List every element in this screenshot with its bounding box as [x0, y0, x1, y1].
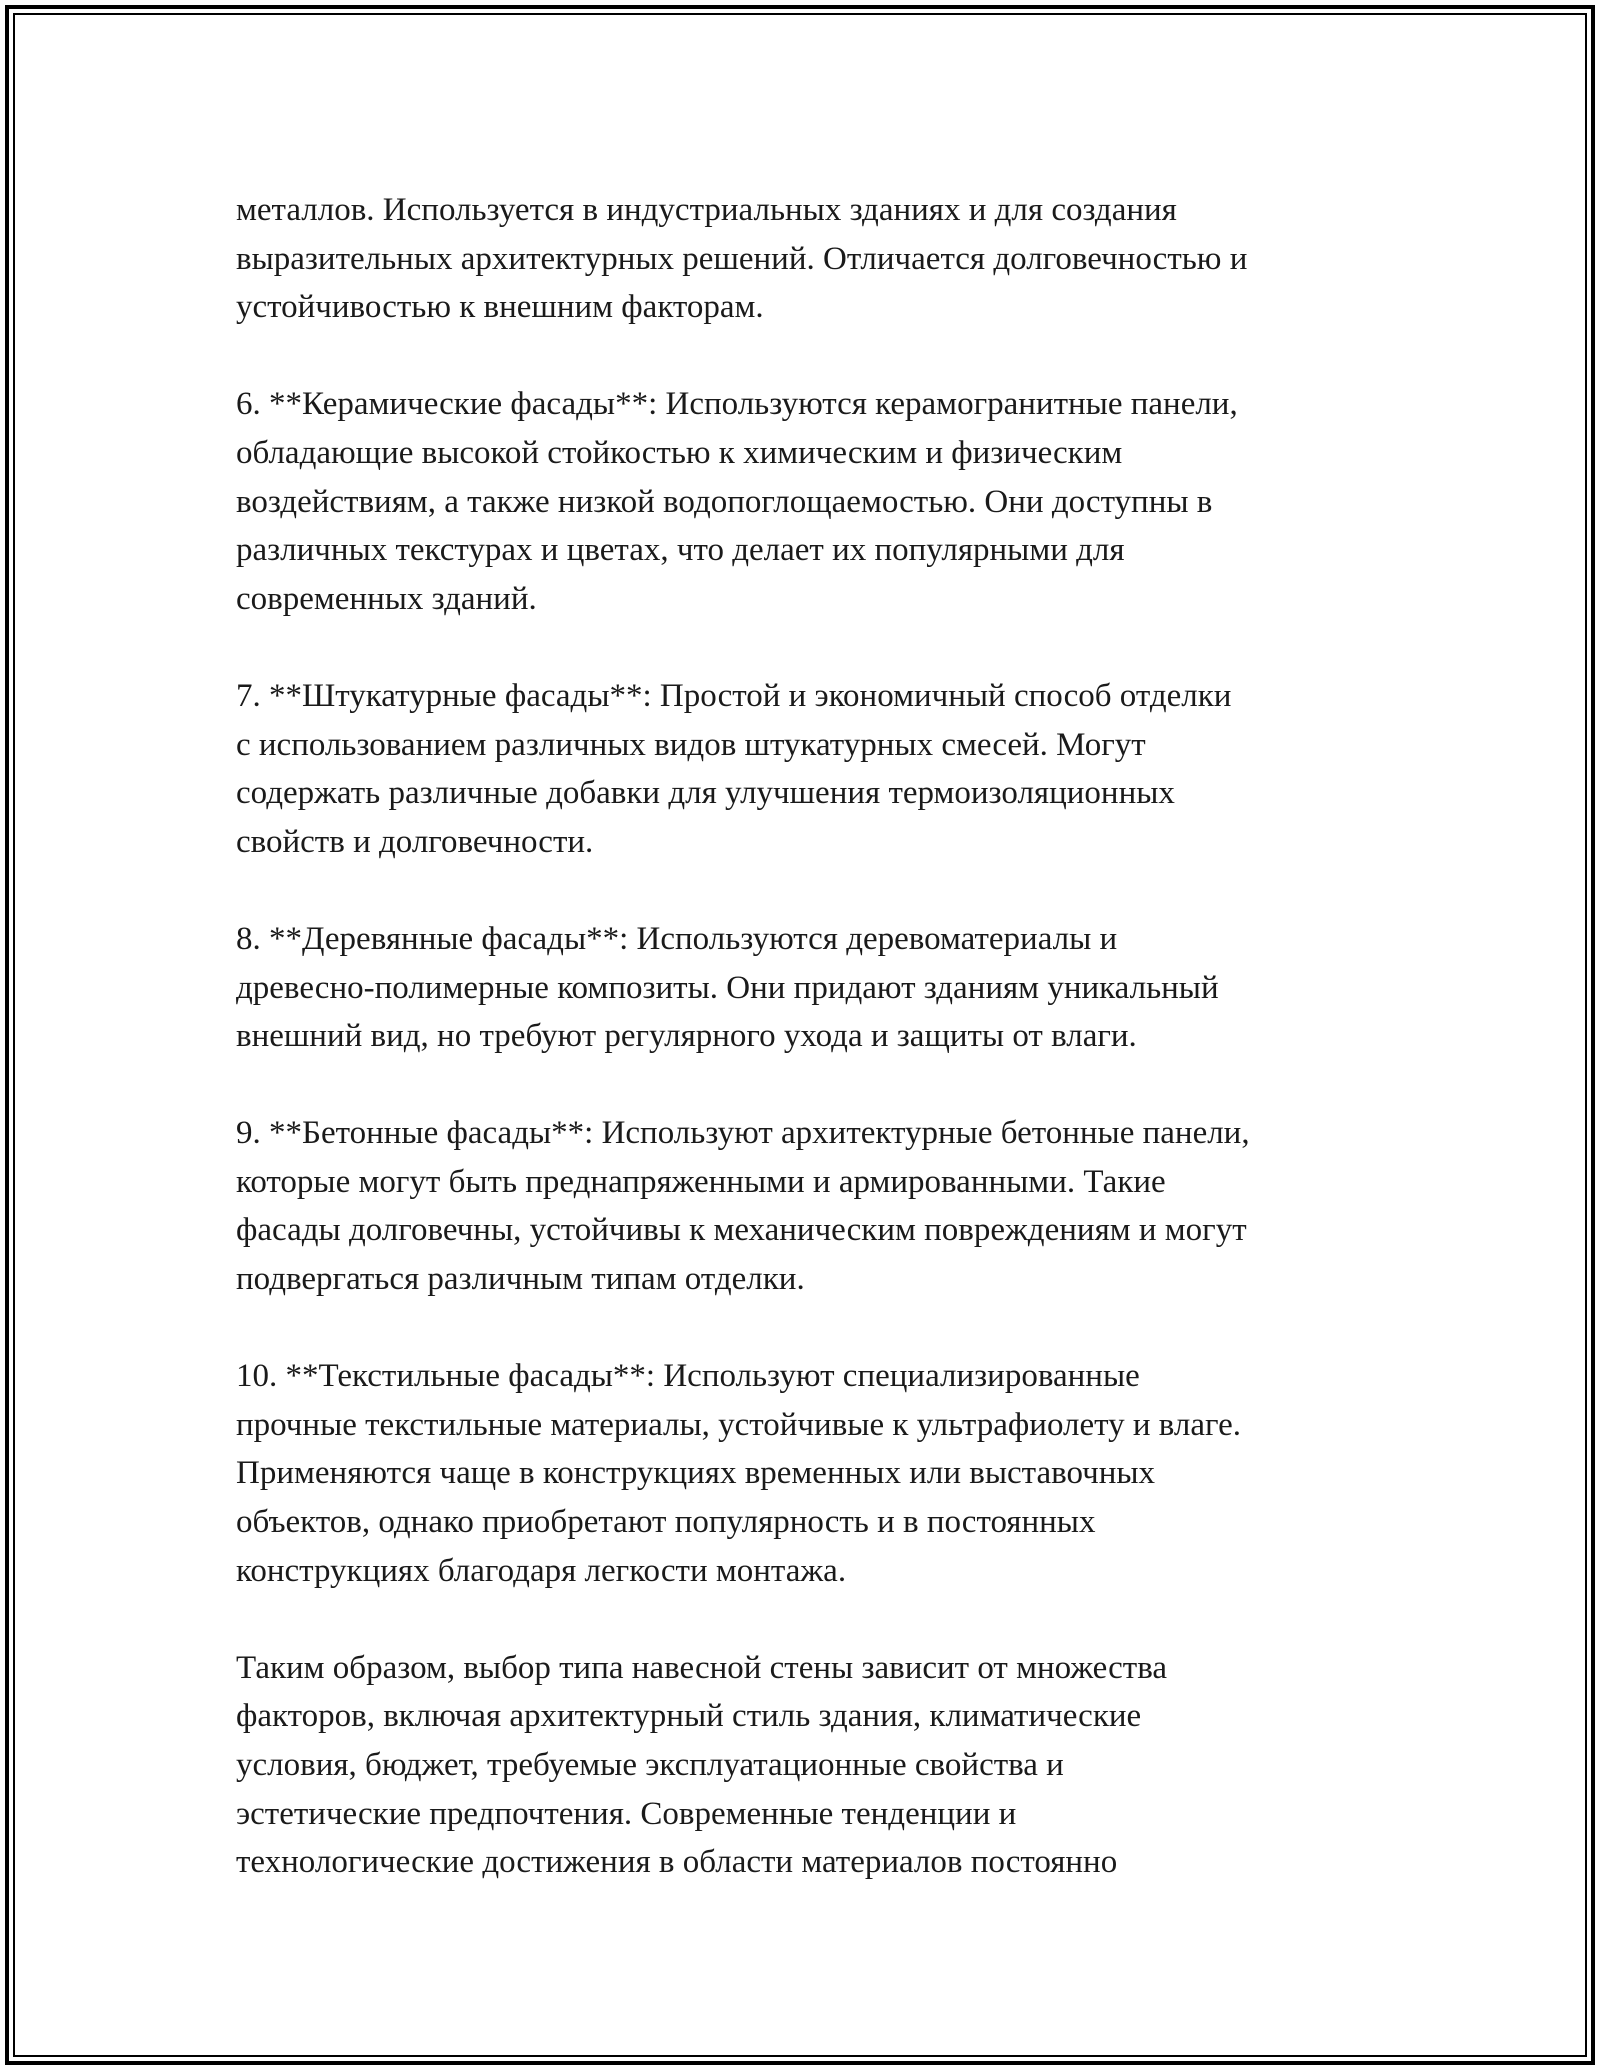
text-line: современных зданий. — [236, 580, 537, 617]
text-line: 9. **Бетонные фасады**: Используют архитектурные бетонные панели, — [236, 1115, 1250, 1152]
text-line: 10. **Текстильные фасады**: Используют специализированные — [236, 1358, 1140, 1395]
text-line: конструкциях благодаря легкости монтажа. — [236, 1552, 847, 1589]
text-line: объектов, однако приобретают популярность и в постоянных — [236, 1504, 1096, 1541]
text-line: прочные текстильные материалы, устойчивые к ультрафиолету и влаге. — [236, 1406, 1242, 1443]
text-line: Применяются чаще в конструкциях временных или выставочных — [236, 1455, 1156, 1492]
text-line: внешний вид, но требуют регулярного ухода и защиты от влаги. — [236, 1018, 1137, 1055]
paragraph-wooden-facades — [236, 915, 1366, 1061]
paragraph-continuation — [236, 186, 1366, 332]
text-line: эстетические предпочтения. Современные тенденции и — [236, 1795, 1017, 1832]
text-line: устойчивостью к внешним факторам. — [236, 289, 764, 326]
text-line: Таким образом, выбор типа навесной стены зависит от множества — [236, 1649, 1168, 1686]
text-line: выразительных архитектурных решений. Отличается долговечностью и — [236, 240, 1248, 277]
text-line: которые могут быть преднапряженными и армированными. Такие — [236, 1163, 1166, 1200]
paragraph-conclusion — [236, 1644, 1366, 1887]
text-line: содержать различные добавки для улучшения термоизоляционных — [236, 775, 1175, 812]
text-line: с использованием различных видов штукатурных смесей. Могут — [236, 726, 1146, 763]
paragraph-textile-facades — [236, 1352, 1366, 1595]
text-line: 8. **Деревянные фасады**: Используются деревоматериалы и — [236, 920, 1118, 957]
text-line: древесно-полимерные композиты. Они придают зданиям уникальный — [236, 969, 1219, 1006]
paragraph-concrete-facades — [236, 1109, 1366, 1303]
text-line: обладающие высокой стойкостью к химическим и физическим — [236, 434, 1123, 471]
document-body — [236, 186, 1366, 1887]
text-line: подвергаться различным типам отделки. — [236, 1261, 805, 1298]
text-line: воздействиям, а также низкой водопоглощаемостью. Они доступны в — [236, 483, 1213, 520]
text-line: условия, бюджет, требуемые эксплуатационные свойства и — [236, 1747, 1064, 1783]
text-line: свойств и долговечности. — [236, 823, 594, 860]
text-line: 7. **Штукатурные фасады**: Простой и экономичный способ отделки — [236, 677, 1232, 714]
paragraph-plaster-facades — [236, 672, 1366, 866]
text-line: 6. **Керамические фасады**: Используются керамогранитные панели, — [236, 386, 1238, 423]
paragraph-ceramic-facades — [236, 380, 1366, 623]
text-line: различных текстурах и цветах, что делает их популярными для — [236, 532, 1125, 569]
text-line: факторов, включая архитектурный стиль здания, климатические — [236, 1698, 1142, 1735]
text-line: технологические достижения в области материалов постоянно — [236, 1844, 1118, 1881]
text-line: фасады долговечны, устойчивы к механическим повреждениям и могут — [236, 1212, 1247, 1249]
text-line: металлов. Используется в индустриальных зданиях и для создания — [236, 192, 1177, 228]
